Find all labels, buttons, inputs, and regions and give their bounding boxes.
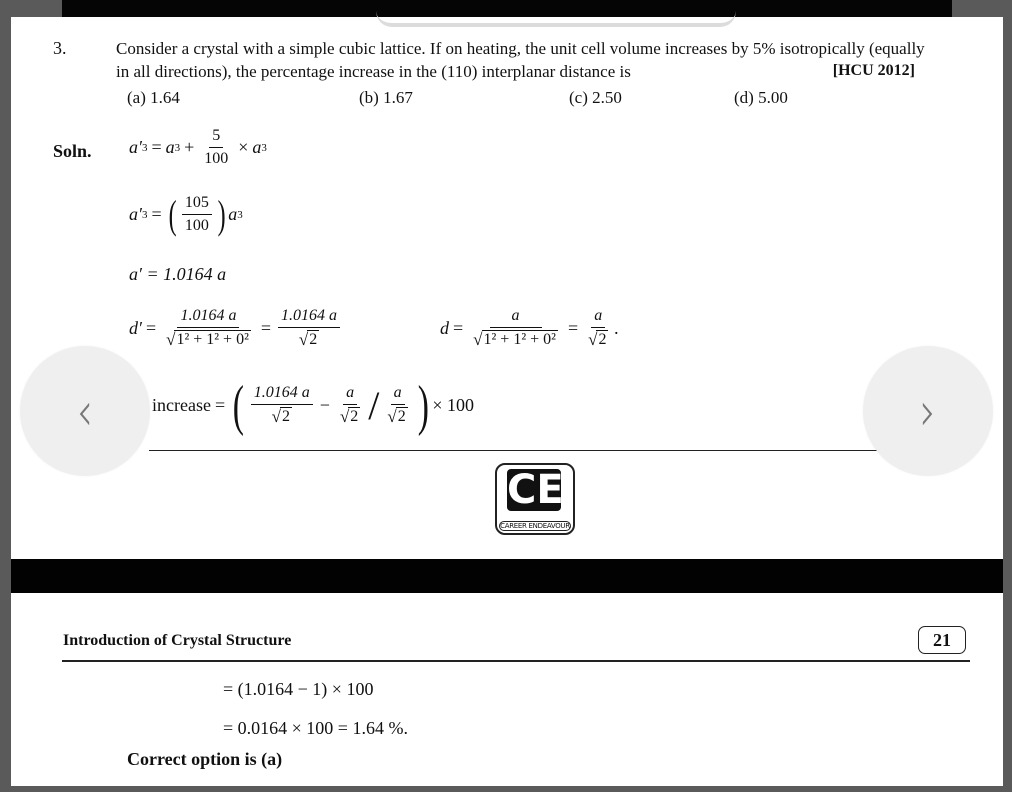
career-endeavour-logo bbox=[495, 463, 575, 535]
header-rule bbox=[62, 660, 970, 662]
chevron-left-icon: ‹ bbox=[76, 379, 94, 443]
next-page-button[interactable] bbox=[863, 346, 993, 476]
equation-step3: a′ = 1.0164 a bbox=[129, 264, 227, 284]
question-text-line2: in all directions), the percentage increase in the (110) interplanar distance is bbox=[116, 62, 631, 81]
eq2-fraction: $\frac{105}{100}$ bbox=[182, 194, 212, 235]
equation-step4-dprime: d′ = 1.0164 a √ 1² + 1² + 0² = 1.0164 a √ 2 bbox=[129, 307, 343, 350]
cut-off-equation bbox=[376, 11, 736, 27]
question-text-line1: Consider a crystal with a simple cubic lattice. If on heating, the unit cell volume increases by 5% isotropically (equally bbox=[116, 39, 925, 58]
option-d: (d) 5.00 bbox=[734, 88, 788, 107]
equation-step5-increase: increase = ( 1.0164 a √ 2 − a √ 2 / a √ 2 ) × 100 bbox=[152, 374, 475, 437]
equation-step4-d: d = a √ 1² + 1² + 0² = a √ 2 . bbox=[440, 307, 619, 349]
option-b: (b) 1.67 bbox=[359, 88, 413, 107]
answer-text: Correct option is (a) bbox=[127, 749, 283, 769]
option-a: (a) 1.64 bbox=[127, 88, 180, 107]
chevron-right-icon: › bbox=[919, 379, 937, 443]
page-bottom-rule bbox=[149, 450, 877, 451]
eq1-lhs: a′ bbox=[129, 137, 142, 157]
eq1-fraction: $\frac{5}{100}$ bbox=[204, 127, 229, 167]
equation-step1: a′ 3 = a 3 + $\frac{5}{100}$ × a 3 bbox=[129, 127, 267, 167]
previous-page-button[interactable] bbox=[20, 346, 150, 476]
page-separator-bar bbox=[11, 559, 1003, 593]
question-source: [HCU 2012] bbox=[832, 62, 915, 79]
option-c: (c) 2.50 bbox=[569, 88, 622, 107]
logo-label: CAREER ENDEAVOUR bbox=[500, 522, 570, 530]
equation-step7: = 0.0164 × 100 = 1.64 %. bbox=[223, 718, 408, 738]
equation-step2: a′ 3 = ( $\frac{105}{100}$ ) a 3 bbox=[129, 191, 243, 237]
logo-mark-icon: CE bbox=[507, 467, 564, 513]
section-header-title: Introduction of Crystal Structure bbox=[63, 632, 292, 649]
solution-label: Soln. bbox=[53, 141, 92, 161]
equation-step6: = (1.0164 − 1) × 100 bbox=[223, 679, 374, 699]
page-number-badge: 21 bbox=[918, 626, 966, 654]
question-number: 3. bbox=[53, 38, 67, 58]
